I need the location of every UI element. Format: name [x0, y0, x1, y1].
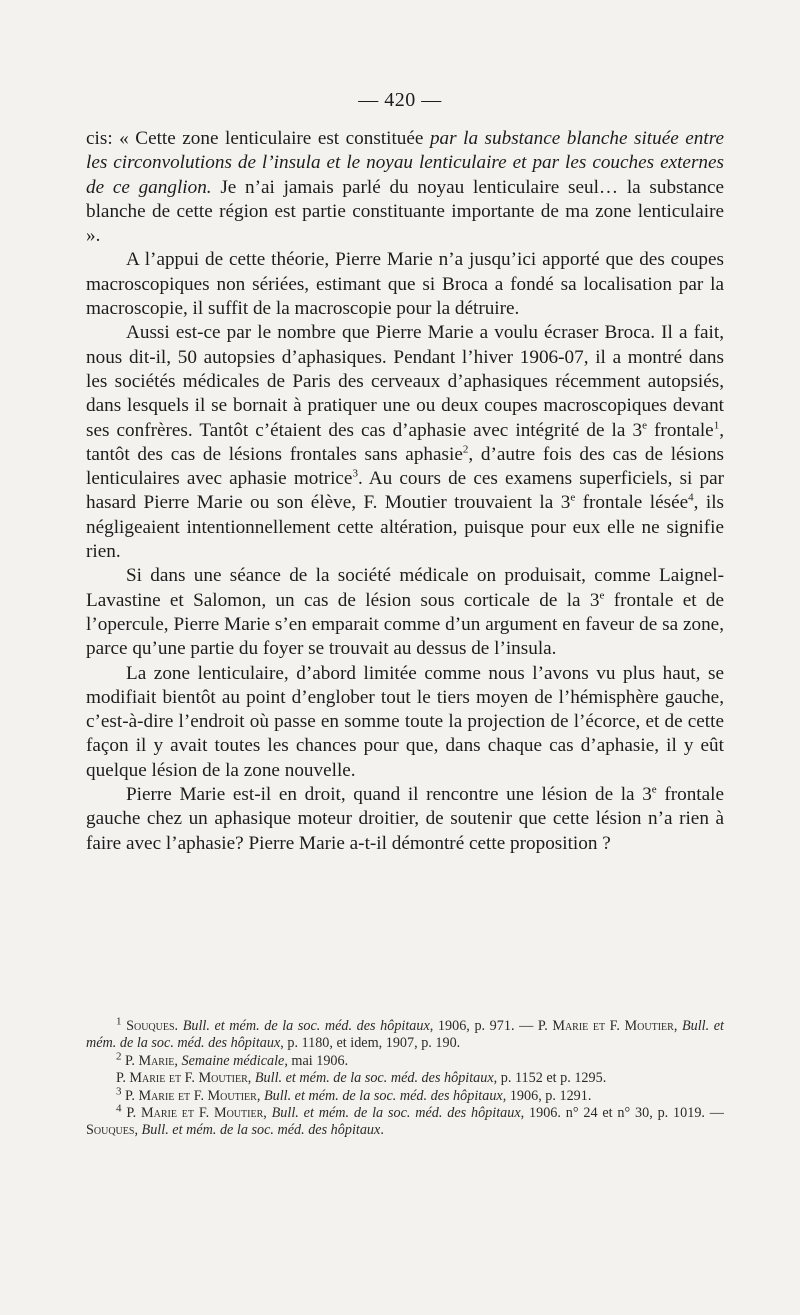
- footnote-citation: , p. 1152 et p. 1295.: [493, 1070, 607, 1087]
- paragraph-1: [86, 127, 724, 248]
- paragraph-3-text-c: , tantôt des cas de lésions frontales sans aphasie: [86, 419, 724, 465]
- footnote-journal: Bull. et mém. de la soc. méd. des hôpitaux: [271, 1105, 521, 1122]
- paragraph-3-text-e: . Au cours de ces examens superficiels, si par hasard Pierre Marie ou son élève, F. Moutier trouvaient la 3: [86, 468, 724, 514]
- ordinal-superscript: e: [599, 589, 605, 602]
- footnote-author: Souques: [126, 1018, 175, 1034]
- paragraph-4-text-b: frontale et de l’opercule, Pierre Marie s’en emparait comme d’un argument en faveur de sa zone, parce qu’une partie du foyer se trouvait au dessus de l’insula.: [86, 589, 724, 660]
- footnote-author: Souques: [86, 1122, 135, 1139]
- footnote-separator: ,: [256, 1087, 264, 1104]
- footnote-citation: , 1906, p. 971. —: [429, 1018, 538, 1034]
- footnote-number: 2: [116, 1050, 122, 1063]
- footnote-journal: Bull. et mém. de la soc. méd. des hôpitaux: [263, 1087, 503, 1104]
- footnote-citation: , p. 1180, et idem, 1907, p. 190.: [280, 1035, 461, 1052]
- footnote-separator: .: [174, 1018, 183, 1034]
- page-number: — 420 —: [358, 89, 442, 111]
- footnote-citation: , 1906. n° 24 et n° 30, p. 1019. —: [520, 1105, 724, 1122]
- ordinal-superscript: e: [570, 492, 576, 505]
- paragraph-1-tail: Je n’ai jamais parlé du noyau lenticulaire seul… la substance blanche de cette région est partie constituante importante de ma zone lenticulaire ».: [86, 176, 724, 247]
- paragraph-3: [86, 321, 724, 564]
- paragraph-2: A l’appui de cette théorie, Pierre Marie n’a jusqu’ici apporté que des coupes macroscopiques non sériées, estimant que si Broca a fondé sa localisation par la macroscopie, il suffit de la macroscopie pour la détruire.: [86, 249, 724, 320]
- footnote-journal: Semaine médicale: [181, 1052, 285, 1069]
- paragraph-3-text-d: , d’autre fois des cas de lésions lenticulaires avec aphasie motrice: [86, 443, 725, 490]
- paragraph-6-text-a: Pierre Marie est-il en droit, quand il rencontre une lésion de la 3: [126, 784, 652, 806]
- footnotes: [86, 1015, 725, 1140]
- footnote-separator: ,: [263, 1105, 272, 1122]
- paragraph-1-lead: cis: « Cette zone lenticulaire est constituée: [86, 128, 430, 149]
- footnote-number: 1: [116, 1015, 122, 1028]
- paragraph-3-text-b: frontale: [646, 419, 714, 441]
- footnote-author: P. Marie: [125, 1052, 175, 1069]
- footnote-separator: ,: [673, 1018, 682, 1034]
- footnote-journal: Bull. et mém. de la soc. méd. des hôpitaux: [86, 1018, 725, 1052]
- paragraph-4-text-a: Si dans une séance de la société médicale on produisait, comme Laignel-Lavastine et Salomon, un cas de lésion sous corticale de la 3: [86, 565, 724, 611]
- footnote-ref-4: 4: [688, 492, 694, 505]
- paragraph-5: La zone lenticulaire, d’abord limitée comme nous l’avons vu plus haut, se modifiait bientôt au point d’englober tout le tiers moyen de l’hémisphère gauche, c’est-à-dire l’endroit où passe en somme toute la projection de l’écorce, et de cette façon il y avait toutes les chances pour que, dans chaque cas d’aphasie, il y eût quelque lésion de la zone nouvelle.: [86, 662, 724, 781]
- footnote-author: P. Marie et F. Moutier: [126, 1105, 264, 1122]
- paragraph-3-text-f: frontale lésée: [575, 492, 689, 514]
- ordinal-superscript: e: [651, 783, 657, 796]
- paragraph-1-emphasis: par la substance blanche située entre les circonvolutions de l’insula et le noyau lenticulaire et par les couches externes de ce ganglion.: [86, 128, 724, 198]
- footnote-2-continued: [86, 1070, 724, 1087]
- footnote-number: 3: [116, 1084, 122, 1097]
- footnote-number: 4: [116, 1102, 122, 1115]
- footnote-journal: Bull. et mém. de la soc. méd. des hôpitaux: [141, 1122, 381, 1139]
- footnote-separator: ,: [174, 1052, 182, 1069]
- paragraph-3-text-a: Aussi est-ce par le nombre que Pierre Marie a voulu écraser Broca. Il a fait, nous dit-il, 50 autopsies d’aphasiques. Pendant l’hiver 1906-07, il a montré dans les sociétés médicales de Paris des cerveaux d’aphasiques récemment autopsiés, dans lesquels il se bornait à pratiquer une ou deux coupes macroscopiques devant ses confrères. Tantôt c’étaient des cas d’aphasie avec intégrité de la 3: [86, 322, 724, 441]
- footnote-journal: Bull. et mém. de la soc. méd. des hôpitaux: [182, 1018, 430, 1034]
- paragraph-6: [86, 783, 724, 856]
- footnote-citation: , mai 1906.: [284, 1052, 349, 1069]
- footnote-1: [86, 1015, 725, 1053]
- paragraph-6-text-b: frontale gauche chez un aphasique moteur droitier, de soutenir que cette lésion n’a rien à faire avec l’aphasie? Pierre Marie a-t-il démontré cette proposition ?: [86, 784, 724, 854]
- footnote-4: [86, 1102, 724, 1140]
- footnote-separator: ,: [247, 1070, 255, 1087]
- footnote-ref-3: 3: [352, 467, 358, 480]
- body-text: [86, 127, 724, 856]
- footnote-author: P. Marie et F. Moutier: [125, 1087, 257, 1104]
- paragraph-4: [86, 564, 724, 661]
- footnote-ref-1: 1: [713, 419, 720, 432]
- footnote-ref-2: 2: [462, 443, 469, 456]
- paragraph-3-text-g: , ils négligeaient intentionnellement cette altération, puisque pour eux elle ne signifie rien.: [86, 492, 725, 563]
- footnote-separator: ,: [134, 1122, 142, 1139]
- footnote-author: P. Marie et F. Moutier: [537, 1018, 674, 1034]
- footnote-citation: , 1906, p. 1291.: [502, 1087, 592, 1104]
- ordinal-superscript: e: [642, 419, 647, 432]
- footnote-citation: .: [380, 1122, 384, 1139]
- footnote-author: P. Marie et F. Moutier: [116, 1070, 248, 1087]
- footnote-2: [86, 1050, 724, 1070]
- footnote-3: [86, 1084, 724, 1105]
- footnote-journal: Bull. et mém. de la soc. méd. des hôpitaux: [254, 1070, 494, 1087]
